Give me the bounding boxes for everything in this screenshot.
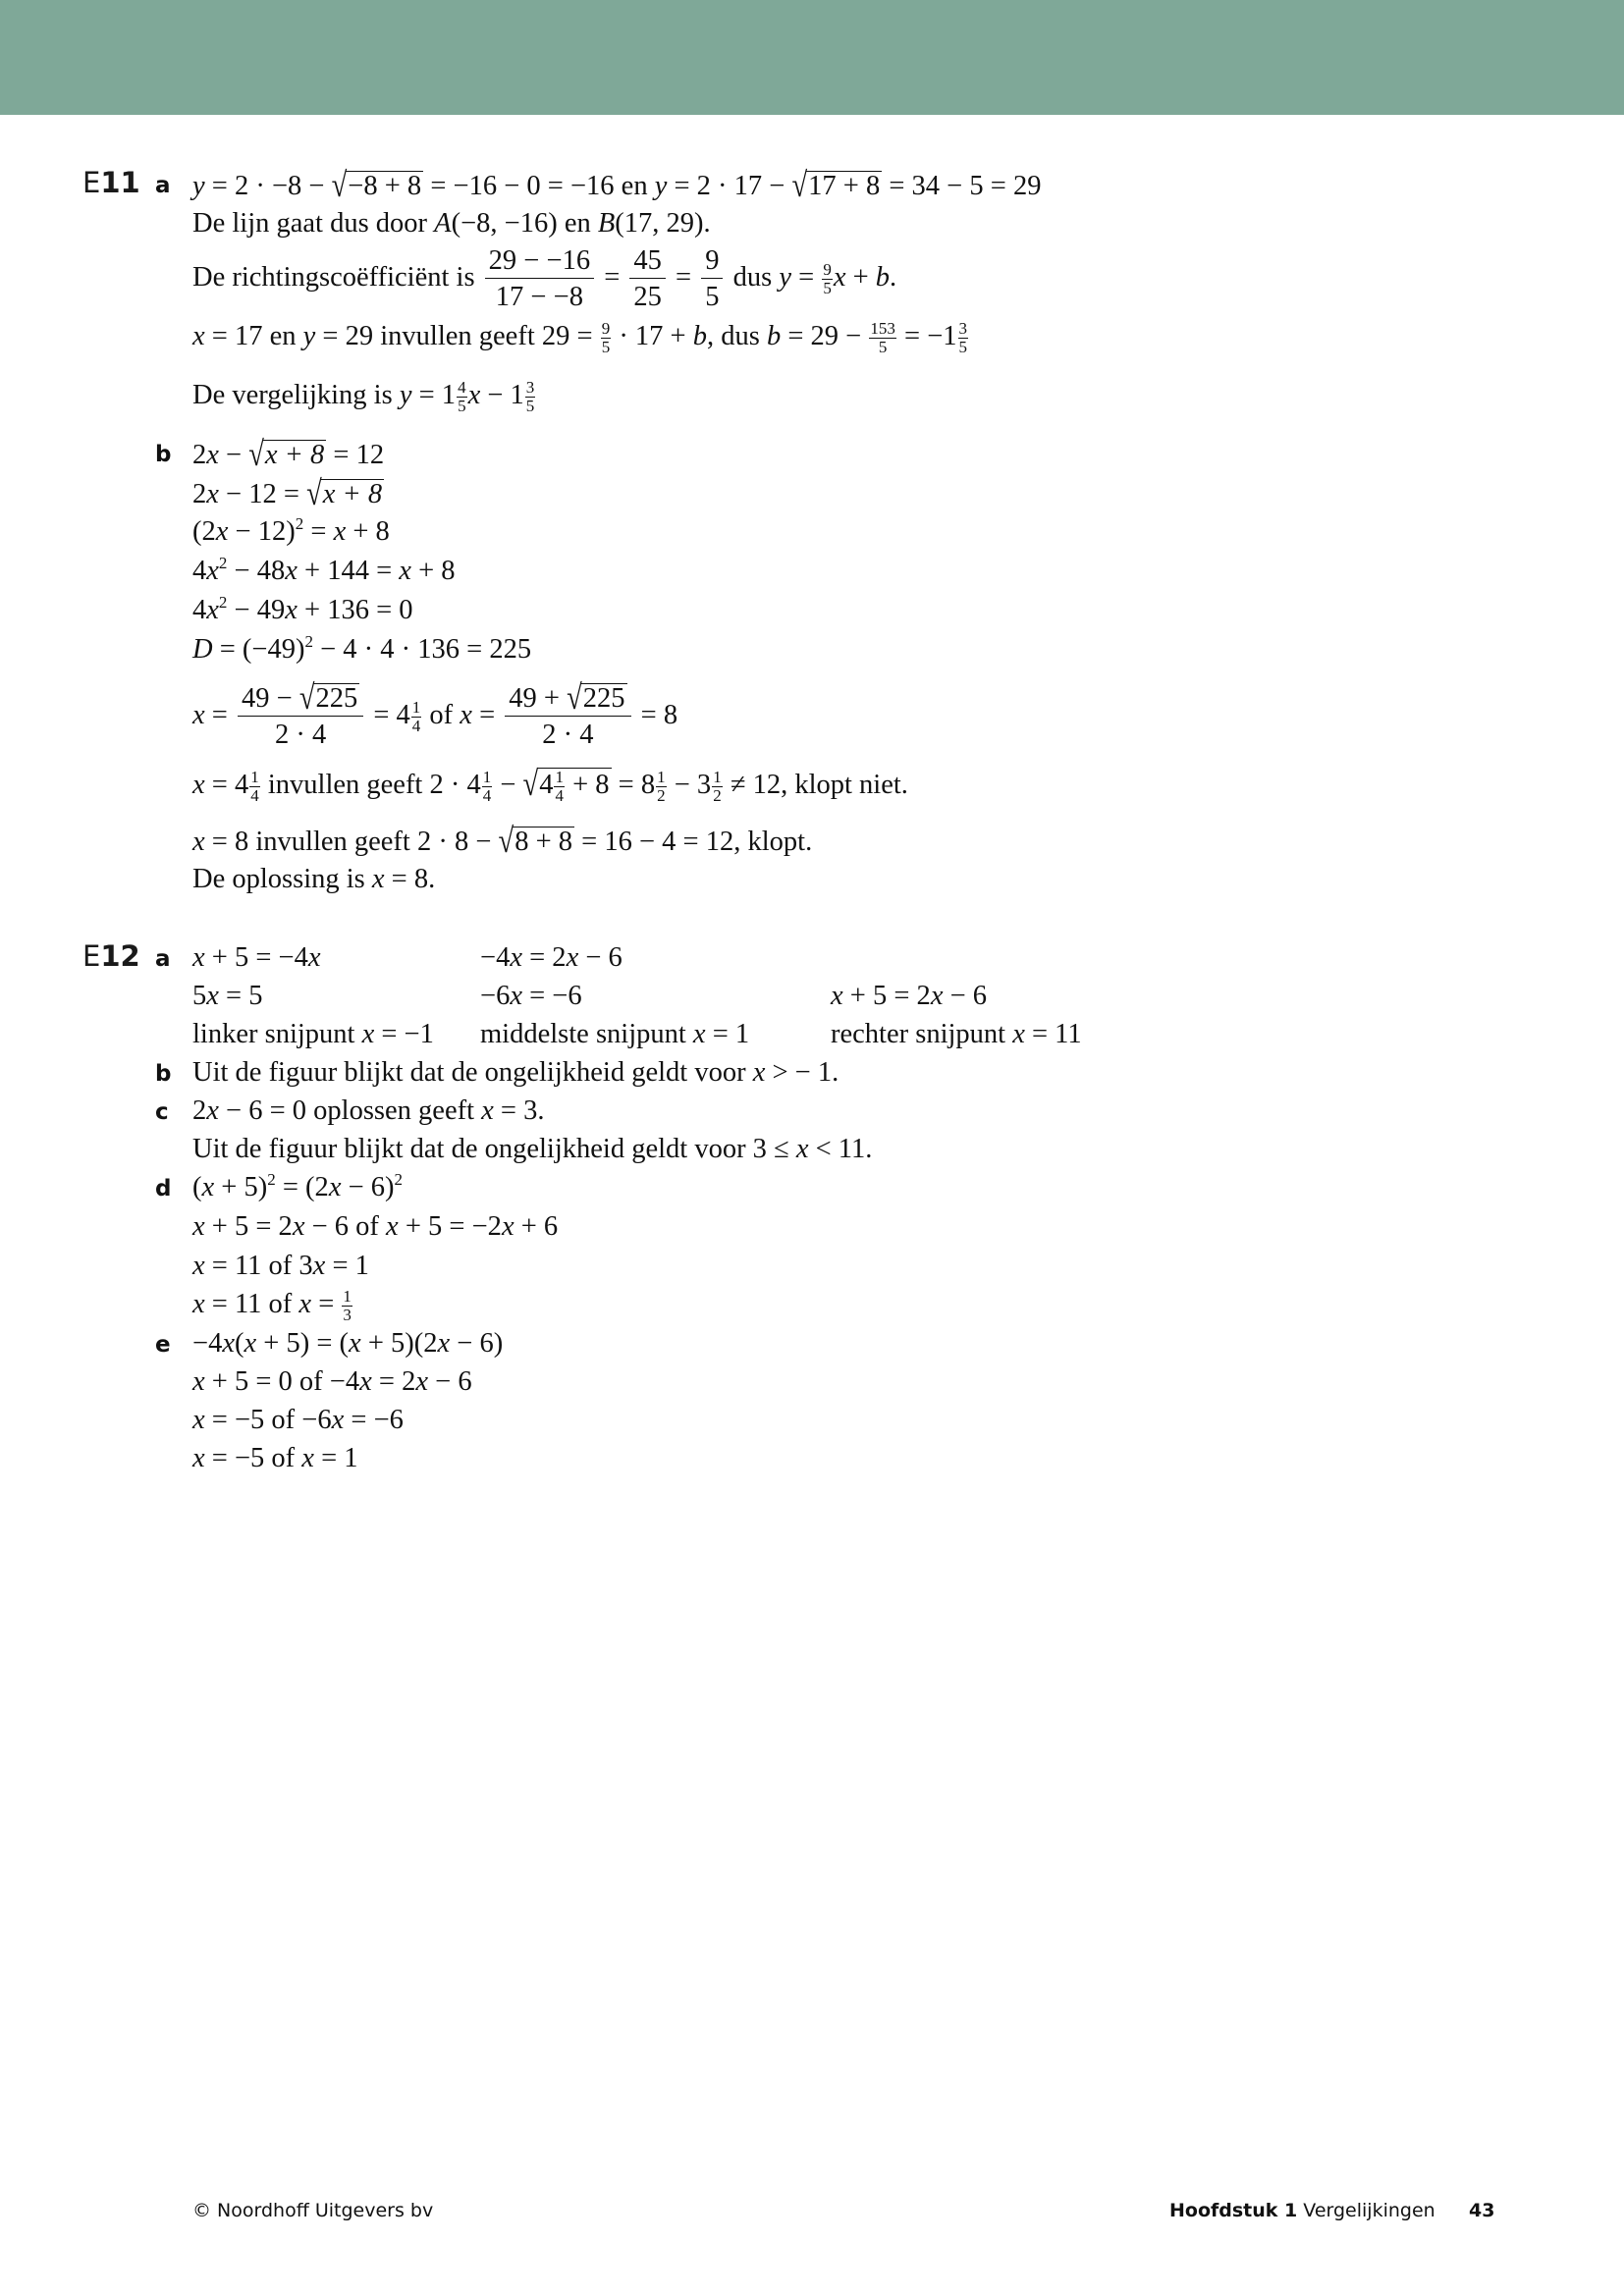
e12a-col2-row1: −4x = 2x − 6 <box>480 942 623 973</box>
e12a-col1-row1: x + 5 = −4x <box>192 942 321 973</box>
e12e-line-1: −4x(x + 5) = (x + 5)(2x − 6) <box>192 1328 504 1359</box>
header-band <box>0 0 1624 115</box>
e11b-line-4: $4x^2 - 48x + 144 = x + 8$ <box>192 554 456 586</box>
e11b-line-3: $(2x - 12)^2 = x + 8$ <box>192 514 390 547</box>
e11b-line-9: x = 8 invullen geeft 2 · 8 − √8 + 8 = 16 − 4 = 12, klopt. <box>192 822 813 861</box>
fraction: $\frac{49 + √225}{2 \cdot 4}$ <box>505 683 630 751</box>
e11a-line-3: De richtingscoëfficiënt is $\frac{29 - -16}{17 - -8}$ = $\frac{45}{25}$ = $\frac{9}{5}$ dus y = $\frac{9}{5}$ x + b. <box>192 245 897 313</box>
page-number: 43 <box>1469 2200 1495 2221</box>
e12d-line-1: $(x + 5)^2 = (2x - 6)^2$ <box>192 1170 404 1202</box>
e12e-line-2: x + 5 = 0 of −4x = 2x − 6 <box>192 1366 472 1397</box>
fraction: $\frac{45}{25}$ <box>629 245 666 313</box>
e12d-line-4: x = 11 of x = $\frac{1}{3}$ <box>192 1287 352 1324</box>
part-label-a: a <box>155 946 171 972</box>
part-label-b: b <box>155 442 172 467</box>
part-label-d: d <box>155 1176 172 1201</box>
e12a-col1-row3: linker snijpunt x = −1 <box>192 1019 434 1049</box>
e12a-col1-row2: 5x = 5 <box>192 981 263 1011</box>
exercise-label-e11: E11 <box>82 166 140 199</box>
e11b-line-10: De oplossing is x = 8. <box>192 864 436 894</box>
part-label-b: b <box>155 1061 172 1087</box>
e12a-col2-row2: −6x = −6 <box>480 981 582 1011</box>
e11b-line-5: $4x^2 - 49x + 136 = 0$ <box>192 593 413 625</box>
e11b-line-7: x = $\frac{49 - √225}{2 \cdot 4}$ = 4 $\frac{1}{4}$ of x = $\frac{49 + √225}{2 \cdot 4}$ = 8 <box>192 679 678 751</box>
e12a-col3-row2: x + 5 = 2x − 6 <box>831 981 988 1011</box>
e12c-line-1: 2x − 6 = 0 oplossen geeft x = 3. <box>192 1095 545 1126</box>
e11b-line-8: x = 4 $\frac{1}{4}$ invullen geeft 2 · 4 $\frac{1}{4}$ − √4 $\frac{1}{4}$ + 8 = 8 $\frac{1}{2}$ − 3 $\frac{1}{2}$ ≠ 12, klopt niet. <box>192 765 908 805</box>
e12c-line-2: Uit de figuur blijkt dat de ongelijkheid geldt voor 3 ≤ x < 11. <box>192 1134 873 1164</box>
part-label-c: c <box>155 1099 169 1125</box>
e11b-line-1: 2x − √x + 8 = 12 <box>192 435 385 474</box>
e11b-line-6: $D = (-49)^2 - 4 \cdot 4 \cdot 136 = 225$ <box>192 632 532 665</box>
e12b-line-1: Uit de figuur blijkt dat de ongelijkheid geldt voor x > − 1. <box>192 1057 839 1088</box>
fraction: $\frac{9}{5}$ <box>701 245 723 313</box>
e12e-line-4: x = −5 of x = 1 <box>192 1443 358 1473</box>
e12e-line-3: x = −5 of −6x = −6 <box>192 1405 404 1435</box>
e11a-line-2: De lijn gaat dus door A(−8, −16) en B(17, 29). <box>192 208 711 239</box>
exercise-label-e12: E12 <box>82 939 140 973</box>
fraction: $\frac{49 - √225}{2 \cdot 4}$ <box>238 683 363 751</box>
e12d-line-3: x = 11 of 3x = 1 <box>192 1251 369 1281</box>
e11a-line-1: y = 2 · −8 − √−8 + 8 = −16 − 0 = −16 en y = 2 · 17 − √17 + 8 = 34 − 5 = 29 <box>192 166 1042 205</box>
footer-copyright: © Noordhoff Uitgevers bv <box>192 2200 434 2221</box>
e12d-line-2: x + 5 = 2x − 6 of x + 5 = −2x + 6 <box>192 1211 559 1242</box>
part-label-a: a <box>155 173 171 198</box>
e11a-line-5: De vergelijking is y = 1 $\frac{4}{5}$ x − 1 $\frac{3}{5}$ <box>192 378 535 415</box>
e12a-col3-row3: rechter snijpunt x = 11 <box>831 1019 1082 1049</box>
e12a-col2-row3: middelste snijpunt x = 1 <box>480 1019 750 1049</box>
e11b-line-2: 2x − 12 = √x + 8 <box>192 474 383 513</box>
fraction: $\frac{29 - -16}{17 - -8}$ <box>485 245 594 313</box>
footer-chapter: Hoofdstuk 1 Vergelijkingen <box>1169 2200 1435 2221</box>
part-label-e: e <box>155 1332 171 1358</box>
e11a-line-4: x = 17 en y = 29 invullen geeft 29 = $\frac{9}{5}$ · 17 + b, dus b = 29 − $\frac{153}{5}$ = −1 $\frac{3}{5}$ <box>192 319 968 356</box>
